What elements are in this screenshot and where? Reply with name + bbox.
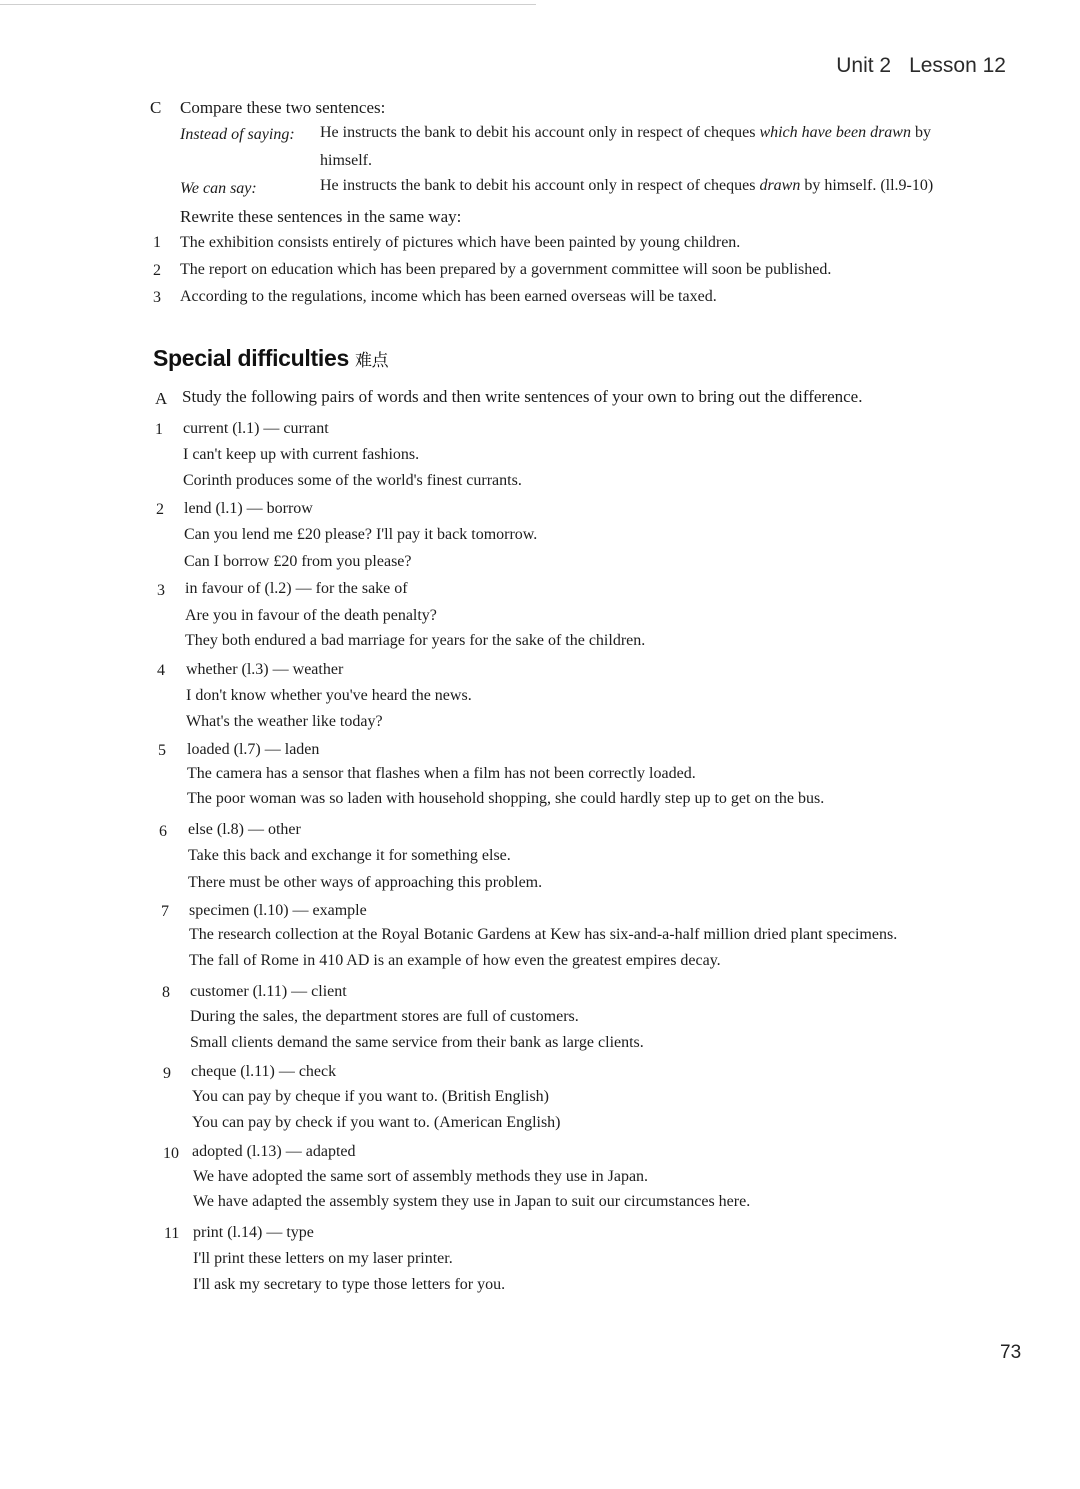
c-item-text: The exhibition consists entirely of pictures which have been painted by young children. (180, 234, 741, 251)
pair-example: We have adapted the assembly system they use in Japan to suit our circumstances here. (193, 1193, 751, 1210)
instead-label: Instead of saying: (180, 126, 295, 143)
pair-number: 11 (164, 1225, 180, 1242)
section-title-chinese: 难点 (354, 351, 389, 371)
pair-example: Can you lend me £20 please? I'll pay it back tomorrow. (184, 526, 538, 543)
exercise-c-letter: C (150, 98, 162, 117)
c-item-number: 3 (153, 289, 161, 306)
c-item-text: According to the regulations, income which has been earned overseas will be taxed. (180, 288, 717, 305)
pair-example: Can I borrow £20 from you please? (184, 553, 412, 570)
pair-number: 8 (162, 984, 170, 1001)
can-text-b: by himself. (ll.9-10) (800, 177, 934, 194)
pair-number: 5 (158, 742, 166, 759)
running-header (836, 54, 1006, 78)
instead-text-b: by (910, 124, 931, 141)
pair-heading: specimen (l.10) — example (189, 902, 367, 919)
pair-example: You can pay by check if you want to. (American English) (192, 1114, 561, 1131)
c-item-text: The report on education which has been prepared by a government committee will soon be published. (180, 261, 832, 278)
pair-example: The research collection at the Royal Botanic Gardens at Kew has six-and-a-half million dried plant specimens. (189, 926, 898, 943)
rewrite-instruction: Rewrite these sentences in the same way: (180, 207, 462, 226)
pair-number: 2 (156, 501, 164, 518)
pair-example: Are you in favour of the death penalty? (185, 607, 437, 624)
pair-example: There must be other ways of approaching this problem. (188, 874, 543, 891)
pair-example: During the sales, the department stores are full of customers. (190, 1008, 579, 1025)
exercise-a-letter: A (155, 389, 168, 408)
pair-example: Small clients demand the same service from their bank as large clients. (190, 1034, 644, 1051)
pair-number: 7 (161, 903, 169, 920)
pair-heading: lend (l.1) — borrow (184, 500, 313, 517)
pair-number: 1 (155, 421, 163, 438)
pair-heading: else (l.8) — other (188, 821, 301, 838)
instead-text-a: He instructs the bank to debit his account only in respect of cheques (320, 124, 760, 141)
pair-example: What's the weather like today? (186, 713, 383, 730)
pair-example: Take this back and exchange it for something else. (188, 847, 511, 864)
pair-example: I'll print these letters on my laser printer. (193, 1250, 453, 1267)
can-say-label: We can say: (180, 180, 257, 197)
pair-number: 6 (159, 823, 167, 840)
section-title: Special difficulties (153, 345, 349, 371)
pair-example: I don't know whether you've heard the news. (186, 687, 472, 704)
instead-sentence (320, 124, 931, 142)
pair-example: The poor woman was so laden with household shopping, she could hardly step up to get on the bus. (187, 790, 825, 807)
pair-number: 10 (163, 1145, 179, 1162)
instead-italic: which have been drawn (759, 124, 911, 141)
pair-heading: cheque (l.11) — check (191, 1063, 337, 1080)
exercise-a-instruction: Study the following pairs of words and then write sentences of your own to bring out the difference. (182, 387, 863, 406)
pair-heading: current (l.1) — currant (183, 420, 329, 437)
pair-example: We have adopted the same sort of assembly methods they use in Japan. (193, 1168, 649, 1185)
pair-number: 9 (163, 1065, 171, 1082)
c-item-number: 2 (153, 262, 161, 279)
pair-example: The camera has a sensor that flashes when a film has not been correctly loaded. (187, 765, 696, 782)
can-text-a: He instructs the bank to debit his account only in respect of cheques (320, 177, 760, 194)
pair-example: You can pay by cheque if you want to. (British English) (192, 1088, 549, 1105)
c-item-number: 1 (153, 234, 161, 251)
can-say-sentence (320, 177, 933, 195)
pair-heading: whether (l.3) — weather (186, 661, 344, 678)
section-heading (153, 345, 388, 372)
scan-edge-line (0, 4, 536, 5)
pair-heading: customer (l.11) — client (190, 983, 347, 1000)
pair-heading: in favour of (l.2) — for the sake of (185, 580, 408, 597)
pair-number: 4 (157, 662, 165, 679)
pair-example: The fall of Rome in 410 AD is an example of how even the greatest empires decay. (189, 952, 721, 969)
pair-heading: loaded (l.7) — laden (187, 741, 320, 758)
page-number: 73 (1000, 1342, 1022, 1363)
pair-example: They both endured a bad marriage for years for the sake of the children. (185, 632, 646, 649)
pair-heading: print (l.14) — type (193, 1224, 314, 1241)
pair-example: I'll ask my secretary to type those letters for you. (193, 1276, 506, 1293)
unit-label: Unit 2 (836, 54, 892, 77)
exercise-c-instruction: Compare these two sentences: (180, 98, 386, 117)
pair-example: Corinth produces some of the world's finest currants. (183, 472, 522, 489)
can-italic: drawn (759, 177, 801, 194)
lesson-label: Lesson 12 (909, 54, 1006, 77)
pair-heading: adopted (l.13) — adapted (192, 1143, 356, 1160)
pair-example: I can't keep up with current fashions. (183, 446, 420, 463)
pair-number: 3 (157, 582, 165, 599)
instead-continuation: himself. (320, 152, 372, 169)
